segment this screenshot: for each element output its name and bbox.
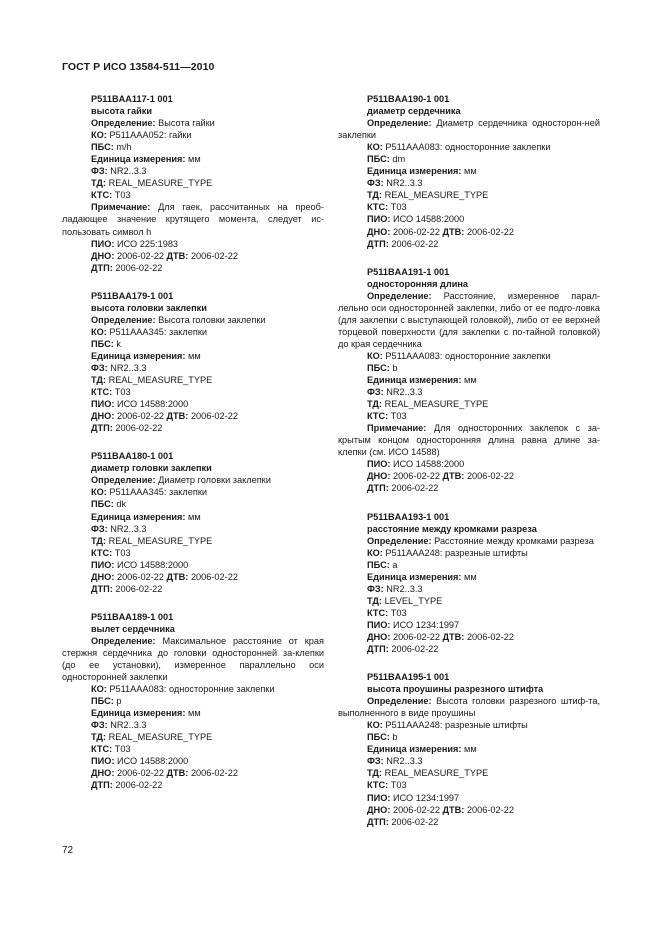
kts-label: КТС:	[91, 744, 113, 755]
td-value: LEVEL_TYPE	[384, 595, 443, 606]
entry-dtp	[338, 816, 600, 828]
dno-label: ДНО:	[91, 571, 115, 582]
pio-label: ПИО:	[367, 619, 391, 630]
entry-fz	[338, 177, 600, 189]
td-label: ТД:	[367, 768, 382, 779]
entry-unit	[62, 707, 324, 719]
dno-label: ДНО:	[367, 471, 391, 482]
td-value: REAL_MEASURE_TYPE	[384, 190, 489, 201]
glossary-entry	[338, 266, 600, 495]
pbs-value: m/h	[116, 142, 132, 153]
dno-value: 2006-02-22	[392, 471, 440, 482]
dtv-label: ДТВ:	[442, 226, 465, 237]
entry-name: расстояние между кромками разреза	[367, 523, 537, 534]
ko-value: P511AAA052: гайки	[109, 130, 192, 141]
entry-pio	[338, 792, 600, 804]
entry-ko	[338, 141, 600, 153]
dtv-label: ДТВ:	[442, 631, 465, 642]
dtv-value: 2006-02-22	[466, 226, 514, 237]
entry-dtp	[62, 262, 324, 274]
entry-fz	[62, 523, 324, 535]
td-label: ТД:	[91, 535, 106, 546]
definition-text: Диаметр сердечника односторон-ней заклепки	[338, 118, 600, 141]
entry-dates	[62, 250, 324, 262]
entry-ko	[338, 719, 600, 731]
td-label: ТД:	[91, 375, 106, 386]
unit-value: мм	[464, 571, 477, 582]
dno-value: 2006-02-22	[392, 631, 440, 642]
entry-td	[62, 374, 324, 386]
glossary-entry	[62, 450, 324, 595]
entry-pio	[338, 619, 600, 631]
td-value: REAL_MEASURE_TYPE	[384, 768, 489, 779]
definition-text: Высота головки разрезного штиф-та, выполненного в виде проушины	[338, 696, 600, 719]
ko-label: КО:	[91, 487, 107, 498]
definition-label: Определение:	[91, 635, 156, 646]
kts-value: T03	[390, 780, 407, 791]
document-header: ГОСТ Р ИСО 13584-511—2010	[62, 61, 215, 73]
entry-code: P511BAA179-1 001	[91, 290, 174, 301]
definition-label: Определение:	[367, 118, 432, 129]
dtv-value: 2006-02-22	[466, 631, 514, 642]
entry-unit	[338, 571, 600, 583]
dno-value: 2006-02-22	[116, 411, 164, 422]
pio-value: ИСО 1234:1997	[392, 792, 460, 803]
entry-definition	[62, 635, 324, 683]
kts-value: T03	[390, 202, 407, 213]
kts-value: T03	[390, 607, 407, 618]
pio-value: ИСО 14588:2000	[392, 459, 465, 470]
entry-pbs	[338, 362, 600, 374]
glossary-entry	[62, 611, 324, 792]
td-label: ТД:	[91, 178, 106, 189]
pbs-label: ПБС:	[91, 142, 114, 153]
kts-value: T03	[114, 744, 131, 755]
entry-pio	[338, 458, 600, 470]
entry-ko	[62, 326, 324, 338]
dtp-value: 2006-02-22	[391, 483, 439, 494]
fz-label: ФЗ:	[91, 523, 108, 534]
glossary-entry	[62, 93, 324, 274]
dno-value: 2006-02-22	[116, 250, 164, 261]
entry-pbs	[62, 695, 324, 707]
dtp-label: ДТП:	[91, 780, 113, 791]
pbs-label: ПБС:	[367, 154, 390, 165]
entry-note	[338, 422, 600, 458]
unit-value: мм	[188, 708, 201, 719]
unit-value: мм	[188, 511, 201, 522]
fz-value: NR2..3.3	[110, 166, 147, 177]
pio-value: ИСО 225:1983	[116, 238, 179, 249]
entry-td	[338, 767, 600, 779]
pio-label: ПИО:	[91, 559, 115, 570]
kts-label: КТС:	[91, 547, 113, 558]
entry-kts	[338, 201, 600, 213]
entry-code: P511BAA195-1 001	[367, 672, 450, 683]
dtv-label: ДТВ:	[442, 471, 465, 482]
entry-dates	[338, 804, 600, 816]
entry-unit	[62, 511, 324, 523]
entry-code: P511BAA189-1 001	[91, 611, 174, 622]
entry-definition	[338, 535, 600, 547]
entry-dtp	[338, 238, 600, 250]
ko-value: P511AAA083: односторонние заклепки	[385, 142, 551, 153]
entry-dates	[338, 226, 600, 238]
fz-value: NR2..3.3	[110, 720, 147, 731]
entry-ko	[338, 350, 600, 362]
definition-text: Максимальное расстояние от края стержня сердечника до головки односторонней за-клепки (до ее установки), измеренное параллельно оси односторонней заклепки	[62, 635, 324, 683]
entry-kts	[338, 779, 600, 791]
dtp-value: 2006-02-22	[391, 644, 439, 655]
pbs-label: ПБС:	[367, 362, 390, 373]
kts-label: КТС:	[91, 387, 113, 398]
entry-ko	[62, 486, 324, 498]
definition-text: Расстояние, измеренное парал-лельно оси односторонней заклепки, либо от ее подго-ловка (для заклепки с выступающей головкой), либо от ее верхней торцевой поверхности (для заклепки с по-тайной головкой) до края сердечника	[338, 290, 600, 349]
entry-fz	[62, 165, 324, 177]
unit-value: мм	[464, 166, 477, 177]
kts-label: КТС:	[367, 780, 389, 791]
definition-text: Диаметр головки заклепки	[158, 475, 271, 486]
note-label: Примечание:	[91, 202, 151, 213]
fz-label: ФЗ:	[91, 362, 108, 373]
td-value: REAL_MEASURE_TYPE	[384, 399, 489, 410]
ko-value: P511AAA345: заклепки	[109, 326, 208, 337]
entry-pio	[62, 398, 324, 410]
ko-label: КО:	[91, 326, 107, 337]
entry-kts	[62, 547, 324, 559]
ko-label: КО:	[367, 350, 383, 361]
entry-ko	[62, 683, 324, 695]
entry-td	[338, 595, 600, 607]
dtp-value: 2006-02-22	[115, 583, 163, 594]
entry-code: P511BAA190-1 001	[367, 94, 450, 104]
dno-label: ДНО:	[367, 226, 391, 237]
entry-definition	[338, 695, 600, 719]
td-value: REAL_MEASURE_TYPE	[108, 535, 213, 546]
entry-kts	[62, 743, 324, 755]
entry-unit	[338, 743, 600, 755]
unit-label: Единица измерения:	[367, 166, 462, 177]
entry-name: диаметр головки заклепки	[91, 463, 212, 474]
ko-label: КО:	[367, 142, 383, 153]
dno-value: 2006-02-22	[392, 226, 440, 237]
kts-value: T03	[114, 547, 131, 558]
td-value: REAL_MEASURE_TYPE	[108, 178, 213, 189]
definition-label: Определение:	[91, 314, 156, 325]
definition-label: Определение:	[367, 535, 432, 546]
pio-label: ПИО:	[91, 399, 115, 410]
td-label: ТД:	[367, 595, 382, 606]
entry-pbs	[62, 141, 324, 153]
entry-pio	[62, 238, 324, 250]
dtp-label: ДТП:	[367, 483, 389, 494]
entry-dtp	[62, 422, 324, 434]
dtp-label: ДТП:	[91, 262, 113, 273]
entry-name: односторонняя длина	[367, 278, 469, 289]
entry-definition	[62, 314, 324, 326]
unit-value: мм	[464, 744, 477, 755]
dno-value: 2006-02-22	[392, 804, 440, 815]
entry-definition	[62, 117, 324, 129]
dno-label: ДНО:	[367, 804, 391, 815]
entry-ko	[62, 129, 324, 141]
note-text: Для односторонних заклепок с за-крытым концом односторонняя длина равна длине за-клепки (см. ИСО 14588)	[338, 423, 600, 458]
entry-dates	[338, 631, 600, 643]
dtp-label: ДТП:	[91, 583, 113, 594]
left-column	[62, 93, 324, 808]
entry-pio	[62, 559, 324, 571]
fz-value: NR2..3.3	[110, 523, 147, 534]
dtp-value: 2006-02-22	[391, 816, 439, 827]
ko-value: P511AAA248: разрезные штифты	[385, 720, 528, 731]
kts-value: T03	[114, 190, 131, 201]
unit-value: мм	[464, 375, 477, 386]
entry-name: высота проушины разрезного штифта	[367, 684, 544, 695]
entry-dates	[62, 571, 324, 583]
ko-label: КО:	[91, 130, 107, 141]
entry-definition	[338, 117, 600, 141]
dtv-value: 2006-02-22	[190, 768, 238, 779]
ko-label: КО:	[367, 547, 383, 558]
dtv-value: 2006-02-22	[190, 571, 238, 582]
glossary-entry	[338, 93, 600, 250]
dno-value: 2006-02-22	[116, 571, 164, 582]
unit-label: Единица измерения:	[367, 375, 462, 386]
fz-label: ФЗ:	[367, 387, 384, 398]
glossary-entry	[62, 290, 324, 435]
dtp-label: ДТП:	[367, 644, 389, 655]
fz-value: NR2..3.3	[386, 583, 423, 594]
dno-label: ДНО:	[91, 768, 115, 779]
entry-pbs	[338, 731, 600, 743]
fz-label: ФЗ:	[91, 166, 108, 177]
entry-pio	[338, 213, 600, 225]
right-column	[338, 93, 600, 844]
entry-kts	[62, 189, 324, 201]
entry-ko	[338, 547, 600, 559]
ko-value: P511AAA083: односторонние заклепки	[109, 684, 275, 695]
entry-name: высота гайки	[91, 106, 152, 117]
ko-label: КО:	[91, 684, 107, 695]
pio-label: ПИО:	[367, 214, 391, 225]
ko-value: P511AAA248: разрезные штифты	[385, 547, 528, 558]
glossary-entry	[338, 671, 600, 828]
pbs-value: dm	[392, 154, 406, 165]
entry-unit	[338, 165, 600, 177]
definition-text: Расстояние между кромками разреза	[434, 535, 594, 546]
pbs-label: ПБС:	[367, 559, 390, 570]
pbs-label: ПБС:	[91, 696, 114, 707]
entry-fz	[338, 755, 600, 767]
dtv-value: 2006-02-22	[190, 250, 238, 261]
entry-name: высота головки заклепки	[91, 302, 207, 313]
pbs-label: ПБС:	[367, 732, 390, 743]
entry-unit	[338, 374, 600, 386]
td-label: ТД:	[367, 399, 382, 410]
unit-value: мм	[188, 350, 201, 361]
entry-td	[62, 535, 324, 547]
dtp-value: 2006-02-22	[115, 262, 163, 273]
pio-label: ПИО:	[367, 459, 391, 470]
dno-label: ДНО:	[91, 411, 115, 422]
kts-label: КТС:	[367, 411, 389, 422]
td-value: REAL_MEASURE_TYPE	[108, 375, 213, 386]
ko-label: КО:	[367, 720, 383, 731]
definition-text: Высота головки заклепки	[158, 314, 266, 325]
pbs-label: ПБС:	[91, 338, 114, 349]
unit-label: Единица измерения:	[91, 511, 186, 522]
entry-td	[62, 731, 324, 743]
entry-pbs	[62, 498, 324, 510]
entry-code: P511BAA117-1 001	[91, 94, 173, 104]
pio-value: ИСО 1234:1997	[392, 619, 460, 630]
entry-fz	[62, 362, 324, 374]
dno-value: 2006-02-22	[116, 768, 164, 779]
entry-code: P511BAA191-1 001	[367, 266, 450, 277]
dtv-label: ДТВ:	[166, 768, 189, 779]
dtv-label: ДТВ:	[166, 571, 189, 582]
entry-unit	[62, 153, 324, 165]
pio-value: ИСО 14588:2000	[116, 756, 189, 767]
glossary-entry	[338, 511, 600, 656]
definition-label: Определение:	[91, 475, 156, 486]
fz-label: ФЗ:	[91, 720, 108, 731]
entry-pbs	[62, 338, 324, 350]
pio-label: ПИО:	[91, 756, 115, 767]
pbs-value: b	[392, 732, 398, 743]
pbs-value: k	[116, 338, 121, 349]
entry-pbs	[338, 153, 600, 165]
entry-dtp	[338, 643, 600, 655]
dtv-label: ДТВ:	[166, 411, 189, 422]
entry-dates	[338, 470, 600, 482]
dtp-label: ДТП:	[91, 423, 113, 434]
dtv-label: ДТВ:	[442, 804, 465, 815]
entry-td	[338, 189, 600, 201]
pio-label: ПИО:	[91, 238, 115, 249]
fz-value: NR2..3.3	[386, 178, 423, 189]
pbs-label: ПБС:	[91, 499, 114, 510]
kts-value: T03	[390, 411, 407, 422]
entry-name: вылет сердечника	[91, 623, 175, 634]
td-label: ТД:	[367, 190, 382, 201]
fz-label: ФЗ:	[367, 756, 384, 767]
kts-value: T03	[114, 387, 131, 398]
dtv-label: ДТВ:	[166, 250, 189, 261]
entry-dtp	[62, 583, 324, 595]
unit-label: Единица измерения:	[91, 708, 186, 719]
entry-dates	[62, 767, 324, 779]
note-label: Примечание:	[367, 423, 427, 434]
note-text: Для гаек, рассчитанных на преоб-ладающее значение крутящего момента, следует ис-пользовать символ h	[62, 202, 324, 237]
entry-code: P511BAA180-1 001	[91, 451, 174, 462]
dtv-value: 2006-02-22	[190, 411, 238, 422]
dtp-label: ДТП:	[367, 816, 389, 827]
entry-definition	[338, 290, 600, 350]
definition-label: Определение:	[91, 118, 156, 129]
dtv-value: 2006-02-22	[466, 804, 514, 815]
dtp-label: ДТП:	[367, 238, 389, 249]
unit-value: мм	[188, 154, 201, 165]
pbs-value: p	[116, 696, 122, 707]
ko-value: P511AAA345: заклепки	[109, 487, 208, 498]
fz-value: NR2..3.3	[386, 387, 423, 398]
entry-kts	[338, 607, 600, 619]
entry-fz	[338, 583, 600, 595]
td-value: REAL_MEASURE_TYPE	[108, 732, 213, 743]
page-number: 72	[62, 845, 74, 856]
entry-dtp	[62, 779, 324, 791]
dno-label: ДНО:	[367, 631, 391, 642]
pio-value: ИСО 14588:2000	[392, 214, 465, 225]
entry-definition	[62, 474, 324, 486]
fz-value: NR2..3.3	[386, 756, 423, 767]
kts-label: КТС:	[367, 607, 389, 618]
entry-td	[62, 177, 324, 189]
kts-label: КТС:	[367, 202, 389, 213]
entry-dtp	[338, 482, 600, 494]
entry-unit	[62, 350, 324, 362]
unit-label: Единица измерения:	[367, 571, 462, 582]
entry-td	[338, 398, 600, 410]
fz-label: ФЗ:	[367, 178, 384, 189]
pio-label: ПИО:	[367, 792, 391, 803]
entry-note	[62, 201, 324, 237]
pio-value: ИСО 14588:2000	[116, 399, 189, 410]
pbs-value: b	[392, 362, 398, 373]
fz-value: NR2..3.3	[110, 362, 147, 373]
dtp-value: 2006-02-22	[115, 780, 163, 791]
fz-label: ФЗ:	[367, 583, 384, 594]
entry-kts	[62, 386, 324, 398]
kts-label: КТС:	[91, 190, 113, 201]
entry-kts	[338, 410, 600, 422]
pbs-value: dk	[116, 499, 127, 510]
entry-pio	[62, 755, 324, 767]
unit-label: Единица измерения:	[91, 154, 186, 165]
entry-pbs	[338, 559, 600, 571]
definition-label: Определение:	[367, 696, 432, 707]
entry-dates	[62, 410, 324, 422]
ko-value: P511AAA083: односторонние заклепки	[385, 350, 551, 361]
pio-value: ИСО 14588:2000	[116, 559, 189, 570]
dtv-value: 2006-02-22	[466, 471, 514, 482]
unit-label: Единица измерения:	[367, 744, 462, 755]
unit-label: Единица измерения:	[91, 350, 186, 361]
definition-label: Определение:	[367, 290, 432, 301]
definition-text: Высота гайки	[158, 118, 215, 129]
entry-name: диаметр сердечника	[367, 106, 461, 117]
entry-fz	[62, 719, 324, 731]
dno-label: ДНО:	[91, 250, 115, 261]
entry-fz	[338, 386, 600, 398]
pbs-value: a	[392, 559, 398, 570]
entry-code: P511BAA193-1 001	[367, 511, 450, 522]
td-label: ТД:	[91, 732, 106, 743]
dtp-value: 2006-02-22	[115, 423, 163, 434]
dtp-value: 2006-02-22	[391, 238, 439, 249]
